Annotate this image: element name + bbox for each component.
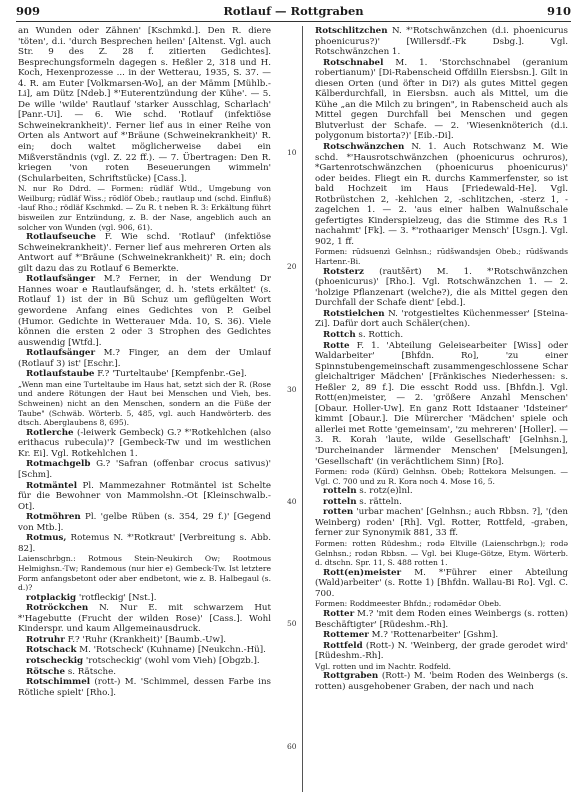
- entry-text: Rotemus N. *'Rotkraut' [Verbreitung s. Abb. 82].: [18, 533, 271, 554]
- header-rule: [16, 21, 571, 22]
- dictionary-entry: [315, 568, 568, 600]
- headword: Rotröckchen: [26, 603, 89, 614]
- entry-text: F.? 'Ruhr (Krankheit)' [Baumb.-Uw].: [64, 634, 227, 645]
- dictionary-entry: [18, 593, 271, 604]
- dictionary-entry: [315, 267, 568, 309]
- headword: Rotschnabel: [323, 57, 384, 68]
- dictionary-entry: [18, 635, 271, 646]
- dictionary-entry: [18, 369, 271, 380]
- dictionary-entry: [315, 630, 568, 641]
- dictionary-entry: [315, 330, 568, 341]
- entry-text: Formen: Roddmeester Bhfdn.; rodəmēdər Obeb.: [315, 599, 502, 609]
- dictionary-entry: [315, 58, 568, 142]
- dictionary-entry: [18, 481, 271, 513]
- dictionary-entry: [18, 512, 271, 533]
- entry-text: s. Rottich.: [355, 329, 404, 340]
- entry-note: [315, 467, 568, 486]
- entry-note: [18, 184, 271, 232]
- headword: Rottgraben: [323, 671, 379, 682]
- entry-text: F. 1. 'Abteilung Geleisearbeiter [Wiss] oder Waldarbeiter' [Bhfdn. Ro], 'zu einer Spinnstubengemeinschaft zusammengeschlossene Schar gleichaltriger Mädchen' [Fränkisches Niederhessen: s. Heßler 2, 89 f.]. Die esscht Rodd uss. [Bhfdn.]. Vgl. Rott(en)meister, — 2. 'größere Anzahl Menschen' [Obaur. Holler-Uw]. En ganz Rott Idstaaner 'Idsteiner' kimmt [Obaur.]. Die Mürercher 'Mädchen' spiele och allerlei met Rotte 'gemeinsam', 'zu mehreren' [Holler]. — 3. R. Korah 'laute, wilde Gesellschaft' [Gelnhsn.], 'Durcheinander lärmender Menschen' [Melsungen], 'Gesellschaft' (in verächtlichem Sinn) [Ro].: [315, 340, 568, 467]
- column-divider: [302, 26, 303, 792]
- entry-note: [18, 26, 271, 184]
- line-number: 30: [287, 385, 297, 394]
- dictionary-entry: [18, 667, 271, 678]
- entry-note: [315, 539, 568, 568]
- headword: rotplackig: [26, 592, 77, 603]
- entry-text: G.? 'Safran (offenbar crocus sativus)' [Schm].: [18, 459, 271, 480]
- line-number: 20: [287, 262, 297, 271]
- entry-text: (rott-) M. 'Schimmel, dessen Farbe ins Rötliche spielt' [Rho.].: [18, 677, 271, 698]
- headword: Rotte: [323, 340, 350, 351]
- headword: rotscheckig: [26, 656, 84, 667]
- entry-note: [315, 662, 568, 672]
- entry-text: Formen: rotten Rüdeshm.; rodə Eltville (Laienschrbgn.); rodə Gelnhsn.; rodən Rbbsn. — Vgl. bei Kluge-Götze, Etym. Wörterb. d. dtschn. Spr. 11, S. 488 rotten 1.: [315, 538, 568, 568]
- entry-text: „Wenn man eine Turteltaube im Haus hat, setzt sich der R. (Rose und andere Rötungen der Haut bei Menschen und Vieh, bes. Schweinen) nicht an den Menschen, sondern an die Füße der Taube" (Schwäb. Wörterb. 5, 485, vgl. auch Handwörterb. des dtsch. Aberglaubens 8, 695).: [18, 379, 271, 428]
- dictionary-entry: [315, 609, 568, 630]
- headword: Rotlaufsänger: [26, 274, 96, 285]
- headword: Rott(en)meister: [323, 567, 402, 578]
- entry-text: N. *'Rotschwänzchen (d.i. phoenicurus phoenicurus?)' [Willersdf.-Fk Dsbg.]. Vgl. Rotschwänzchen 1.: [315, 26, 568, 58]
- entry-text: Vgl. rotten und im Nachtr. Rodfeld.: [315, 661, 451, 671]
- dictionary-entry: [315, 497, 568, 508]
- page-number-right: 910: [546, 4, 571, 18]
- right-column: [315, 26, 568, 794]
- entry-text: an Wunden oder Zähnen' [Kschmkd.]. Den R. diere 'töten', d.i. 'durch Besprechen heilen' [Altenst. Vgl. auch Str. 9 des Z. 28 f. zitierten Gedichtes]. Besprechungsformeln dagegen s. Heßler 2, 318 und H. Koch, Hexenprozesse ... in der Wetterau, 1935, S. 37. — 4. R. am Euter [Volkmarsen-Wo], an der Mämm [Mühlb.-Li], am Dütz [Ndeb.] *'Euterentzündung der Kühe'. — 5. De wille 'wilde' Rautlauf 'starker Ausschlag, Scharlach' [Panr.-Ui]. — 6. Wie schd. 'Rotlauf (infektiöse Schweinekrankheit)'. Ferner lief aus in einer Reihe von Orten als Antwort auf *'Bräune (Schweinekrankheit)' R. ein; doch waltet möglicherweise dabei ein Mißverständnis (vgl. Z. 22 ff.). — 7. Übertragen: Den R. kriegen 'von roten Beseuerungen wimmeln' (Schularbeiten, Schriftstücke) [Cass.].: [18, 26, 271, 184]
- dictionary-entry: [18, 533, 271, 554]
- headword: Rotlerche: [26, 427, 74, 438]
- line-number: 40: [287, 497, 297, 506]
- entry-text: N. nur Ro Ddrd. — Formen: rūdläf Wtld., Umgebung von Weilburg; rūdläf Wiss.; rōdlöf Obeb.; rautlaup und (schd. Einfluß) -lauf Rho.; rödläf Kschmkd. — Zu R. t neben R. 3: Erkältung führt bisweilen zur Entzündung, z. B. der Nase, angeblich auch an solcher von Wunden (vgl. 906, 61).: [18, 184, 271, 232]
- entry-text: 'rotfleckig' [Nst.].: [76, 592, 157, 603]
- entry-text: N. 1. Auch Rotschwanz M. Wie schd. *'Hausrotschwänzchen (phoenicurus ochruros), *Gartenrotschwänzchen (phoenicurus phoenicurus)' oder beides. Fliegt ein R. durchs Kammerfenster, so ist bald Hochzeit im Haus [Friedewald-He]. Vgl. Rotbrüstchen 2, -kehlchen 2, -schlitzchen, -sterz 1, -zagelchen 1. — 2. 'aus einer halben Walnußschale gefertigtes Kinderspielzeug, das die Stimme des R.s 1 nachahmt' [Fk]. — 3. *'rothaariger Mensch' [Usgn.]. Vgl. 902, 1 ff.: [315, 142, 568, 247]
- dictionary-entry: [315, 341, 568, 468]
- entry-note: [315, 247, 568, 266]
- entry-text: (rautšērt) M. 1. *'Rotschwänzchen (phoenicurus)' [Rho.]. Vgl. Rotschwänzchen 1. — 2. 'holzige Pflanzenart (welche?), die als Mittel gegen den Durchfall der Schafe dient' [ebd.].: [315, 266, 568, 309]
- entry-text: s. Rätsche.: [65, 666, 117, 677]
- dictionary-entry: [315, 671, 568, 692]
- entry-note: [315, 599, 568, 609]
- headword: Rotschwänzchen: [323, 142, 405, 153]
- dictionary-entry: [18, 428, 271, 460]
- entry-text: F. Wie schd. 'Rotlauf' (infektiöse Schweinekrankheit)'. Ferner lief aus mehreren Orten als Antwort auf *'Bräune (Schweinekrankheit)' R. ein; doch gilt dazu das zu Rotlauf 6 Bemerkte.: [18, 232, 271, 274]
- headword: rotten: [323, 507, 354, 518]
- entry-text: M.? 'Rottenarbeiter' [Gshm].: [368, 630, 499, 641]
- entry-text: 'rotscheckig' (wohl vom Vieh) [Obgzb.].: [83, 656, 260, 667]
- entry-text: Formen: rodə (Kūrd) Gelnhsn. Obeb; Rottekora Melsungen. — Vgl. C. 700 und zu R. Kora noch 4. Mose 16, 5.: [315, 467, 568, 486]
- line-number: 50: [287, 619, 297, 628]
- headword: Rottemer: [323, 630, 369, 641]
- entry-text: (-leiwerk Gembeck) G.? *'Rotkehlchen (also erithacus rubecula)'? [Gembeck-Tw und im westlichen Kr. Ei]. Vgl. Rotkehlchen 1.: [18, 427, 271, 459]
- dictionary-entry: [315, 641, 568, 662]
- entry-text: M. 1. 'Storchschnabel (geranium robertianum)' [Di-Rabenscheid Offdilln Eiersbsn.]. Gilt in diesen Orten (und öfter in Di?) als gutes Mittel gegen Kälberdurchfall, in Eiersbsn. auch als Mittel, um die Kühe „an die Milch zu bringen", in Rabenscheid auch als Mittel gegen Durchfall bei Menschen und gegen Blutverlust der Schafe. — 2. 'Wiesenknöterich (d.i. polygonum bistorta?)' [Eib.-Di].: [315, 57, 568, 142]
- dictionary-entry: [315, 142, 568, 247]
- headword: Rotter: [323, 609, 355, 619]
- entry-note: [18, 380, 271, 428]
- headword: Rotschlitzchen: [315, 26, 388, 36]
- headword: Rotmöhren: [26, 512, 81, 523]
- headword: Rotschack: [26, 645, 77, 656]
- headword: Rotmäntel: [26, 480, 78, 491]
- headword: Rotmus,: [26, 533, 67, 544]
- entry-text: s. rotz(e)lnl.: [356, 486, 413, 497]
- entry-text: M.? 'mit dem Roden eines Weinbergs (s. rotten) Beschäftigter' [Rüdeshm.-Rh].: [315, 609, 568, 630]
- entry-text: Pl. 'gelbe Rüben (s. 354, 29 f.)' [Gegend von Mtb.].: [18, 512, 271, 533]
- entry-text: s. rätteln.: [356, 496, 402, 507]
- entry-text: Formen: rūdsuenzì Gelnhsn.; rūdšwandsjen Obeb.; rūdšwands Hartenr.-Bi.: [315, 247, 568, 267]
- headword: Rotlaufsänger: [26, 348, 96, 359]
- headword: Rotschimmel: [26, 677, 91, 688]
- line-number: 10: [287, 148, 297, 157]
- headword: Rotlaufstaube: [26, 369, 95, 380]
- entry-text: M.? Ferner, in der Wendung Dr Hannes woar e Rautlaufsänger, d. h. 'stets erkältet' (s. Rotlauf 1) ist der in Bü Schuz um geflügelten Wort gewordene Anfang eines Gedichtes von P. Geibel (Humor. Gedichte in Wetterauer Mda. 10, S. 36). Viele können die ersten 2 oder 3 Strophen des Gedichtes auswendig [Wtfd.].: [18, 274, 271, 348]
- headword: Rotmachgelb: [26, 459, 91, 470]
- entry-text: 'urbar machen' [Gelnhsn.; auch Rbbsn. ?], '(den Weinberg) roden' [Rh]. Vgl. Rotter, Rottfeld, -graben, ferner zur Synonymik 881, 33 ff.: [315, 507, 568, 539]
- entry-note: [18, 554, 271, 592]
- headword: Rotlaufseuche: [26, 232, 96, 243]
- entry-text: (Rott-) M. 'beim Roden des Weinbergs (s. rotten) ausgehobener Graben, der nach und nach: [315, 671, 568, 692]
- dictionary-entry: [18, 348, 271, 369]
- dictionary-entry: [18, 677, 271, 698]
- dictionary-entry: [18, 232, 271, 274]
- headword: Rotruhr: [26, 634, 65, 645]
- running-title: Rotlauf — Rottgraben: [223, 4, 364, 18]
- dictionary-entry: [18, 274, 271, 348]
- dictionary-entry: [315, 507, 568, 539]
- entry-text: N. 'rotgestieltes Küchenmesser' [Steina-Zi]. Dafür dort auch Schäler(chen).: [315, 308, 568, 330]
- page-header: [16, 4, 571, 20]
- entry-text: M. 'Rotscheck' (Kuhname) [Neukchn.-Hü].: [76, 645, 266, 656]
- headword: rotteln: [323, 486, 357, 497]
- left-column: [18, 26, 271, 794]
- entry-text: M.? Finger, an dem der Umlauf (Rotlauf 3) ist' [Eschr.].: [18, 348, 271, 369]
- headword: Rotsterz: [323, 266, 364, 277]
- dictionary-entry: [315, 26, 568, 58]
- dictionary-entry: [18, 459, 271, 480]
- dictionary-entry: [18, 603, 271, 635]
- line-number: 60: [287, 742, 297, 751]
- headword: Rottch: [323, 329, 356, 340]
- dictionary-entry: [18, 656, 271, 667]
- entry-text: N. Nur E. mit schwarzem Hut *'Hagebutte (Frucht der wilden Rose)' [Cass.]. Wohl Kinderspr. und kaum Allgemeinausdruck.: [18, 603, 271, 635]
- entry-text: F.? 'Turteltaube' [Kempfenbr.-Ge].: [94, 369, 247, 380]
- entry-text: Laienschrbgn.: Rotmous Stein-Neukirch Ow; Rootmous Helmighsn.-Tw; Randemous (nur hier e) Gembeck-Tw. Ist letztere Form anfangsbetont oder aber endbetont, wie z. B. Halbegaul (s. d.)?: [18, 554, 271, 593]
- dictionary-entry: [18, 645, 271, 656]
- headword: rotteln: [323, 496, 357, 507]
- headword: Rotstielchen: [323, 308, 385, 319]
- dictionary-entry: [315, 486, 568, 497]
- headword: Rötsche: [26, 666, 66, 677]
- entry-text: Pl. Mammezahner Rotmäntel ist Schelte für die Bewohner von Mammolshn.-Ot [Kleinschwalb.-Ot].: [18, 480, 271, 512]
- headword: Rottfeld: [323, 640, 363, 651]
- dictionary-entry: [315, 309, 568, 330]
- entry-text: M. *'Führer einer Abteilung (Wald)arbeiter' (s. Rotte 1) [Bhfdn. Wallau-Bi Ro]. Vgl. C. 700.: [315, 567, 568, 599]
- entry-text: (Rott-) N. 'Weinberg, der grade gerodet wird' [Rüdeshm.-Rh].: [315, 640, 568, 662]
- page-number-left: 909: [16, 4, 41, 18]
